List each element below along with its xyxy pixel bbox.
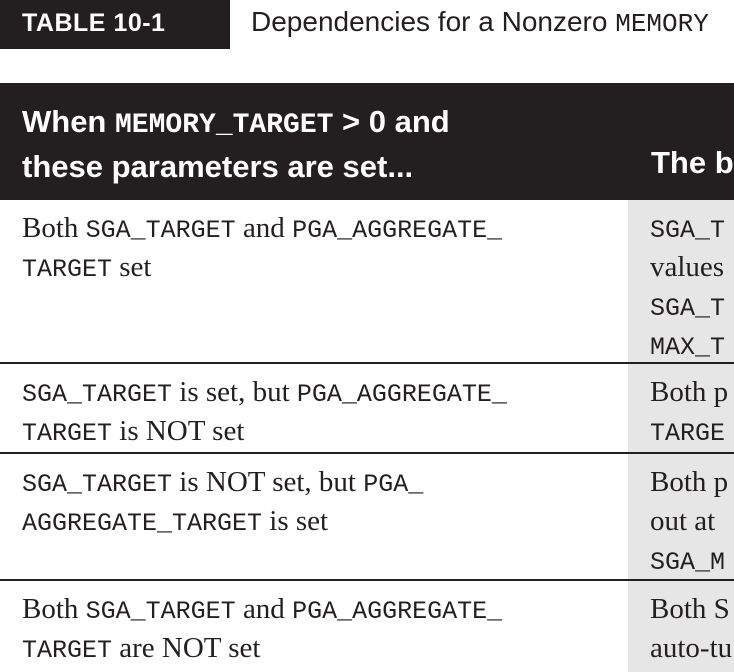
code: SGA_TARGET	[22, 470, 173, 499]
code: TARGET	[22, 419, 113, 448]
behavior-cell	[628, 200, 734, 362]
condition-cell	[0, 364, 628, 452]
condition-cell	[0, 454, 628, 579]
text: set	[112, 251, 152, 283]
header-column-conditions	[22, 101, 450, 187]
header-code: MEMORY_TARGET	[115, 110, 334, 141]
behavior-cell	[628, 581, 734, 672]
text: Both	[22, 593, 86, 625]
text: auto-tu	[650, 632, 733, 664]
header-column-behavior: The b	[651, 145, 734, 180]
cell-text	[22, 464, 423, 542]
table-label: TABLE 10-1	[0, 0, 230, 49]
cell-text	[22, 374, 507, 452]
code: PGA_	[363, 470, 424, 499]
text: Both p	[650, 466, 729, 498]
code: PGA_AGGREGATE_	[292, 216, 503, 245]
code: MAX_T	[650, 333, 726, 362]
code: PGA_AGGREGATE_	[292, 597, 503, 626]
condition-cell	[0, 581, 628, 672]
code: SGA_TARGET	[85, 216, 236, 245]
code: SGA_T	[650, 216, 726, 245]
header-text: > 0 and	[333, 104, 450, 139]
code: AGGREGATE_TARGET	[22, 509, 263, 538]
table-header	[0, 83, 734, 200]
code: TARGET	[22, 636, 113, 665]
code: SGA_M	[650, 548, 726, 577]
code: TARGE	[650, 419, 726, 448]
table-row	[0, 454, 734, 581]
cell-text	[22, 591, 502, 669]
table-row	[0, 364, 734, 454]
cell-text	[650, 210, 725, 362]
behavior-cell	[628, 364, 734, 452]
text: is set	[262, 505, 329, 537]
text: is NOT set	[112, 415, 245, 447]
cell-text	[650, 591, 732, 669]
code: PGA_AGGREGATE_	[296, 380, 507, 409]
text: are NOT set	[112, 632, 261, 664]
header-text: When	[22, 104, 115, 139]
condition-cell	[0, 200, 628, 362]
code: SGA_TARGET	[85, 597, 236, 626]
text: is set, but	[172, 376, 297, 408]
table-row	[0, 200, 734, 364]
text: and	[235, 212, 293, 244]
text: values	[650, 251, 725, 283]
behavior-cell	[628, 454, 734, 579]
header-line-1	[22, 101, 450, 146]
text: is NOT set, but	[172, 466, 364, 498]
text: Both S	[650, 593, 730, 625]
cell-text	[22, 210, 502, 288]
text: Both	[22, 212, 86, 244]
text: Both p	[650, 376, 729, 408]
code: SGA_TARGET	[22, 380, 173, 409]
cell-text	[650, 464, 728, 579]
table-title	[251, 0, 709, 46]
table-title-code: MEMORY	[615, 9, 709, 39]
table-title-text: Dependencies for a Nonzero	[251, 6, 616, 37]
text: out at	[650, 505, 716, 537]
code: SGA_T	[650, 294, 726, 323]
cell-text	[650, 374, 728, 452]
header-line-2: these parameters are set...	[22, 149, 414, 184]
code: TARGET	[22, 255, 113, 284]
table-row	[0, 581, 734, 672]
text: and	[235, 593, 293, 625]
